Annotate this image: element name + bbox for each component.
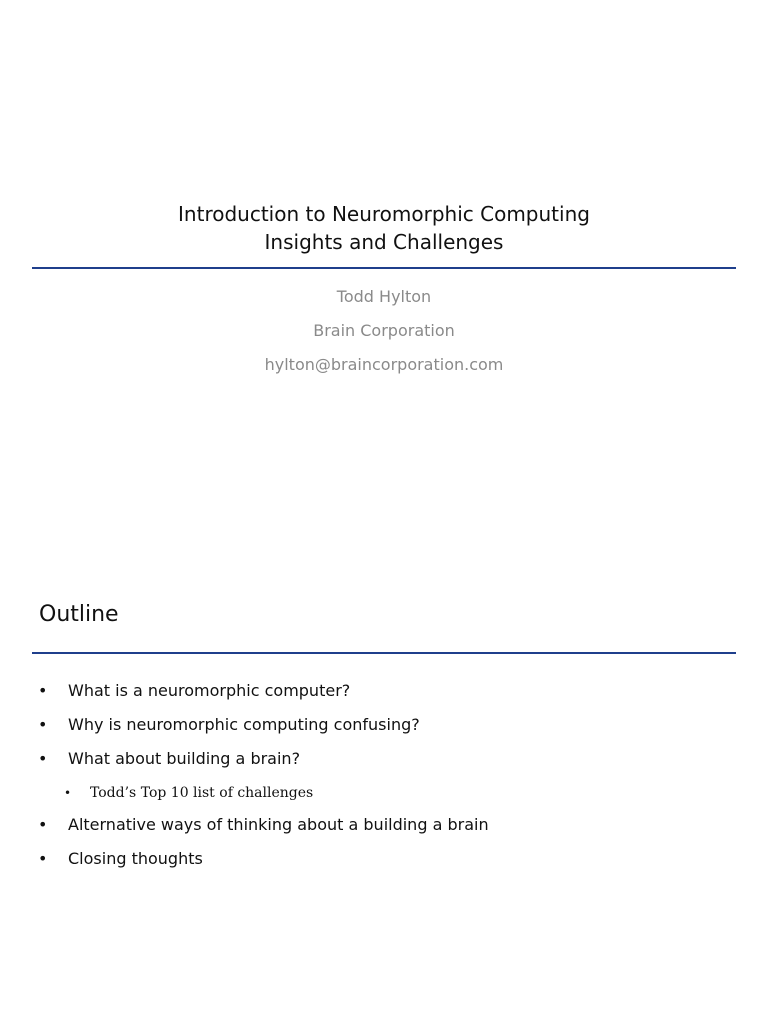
author-name: Todd Hylton (336, 287, 432, 306)
bullet-icon: • (64, 786, 72, 800)
outline-item (38, 746, 738, 780)
outline-item-text: Closing thoughts (68, 849, 203, 868)
outline-item-text: Alternative ways of thinking about a building a brain (68, 815, 489, 834)
outline-heading: Outline (39, 602, 119, 627)
bullet-icon: • (38, 681, 48, 700)
outline-slide (0, 512, 768, 1024)
outline-item-text: Why is neuromorphic computing confusing? (68, 715, 420, 734)
author-info (0, 286, 768, 388)
bullet-icon: • (38, 715, 48, 734)
title-line-2: Insights and Challenges (264, 230, 504, 254)
bullet-icon: • (38, 849, 48, 868)
outline-subitem (38, 780, 738, 812)
outline-item (38, 812, 738, 846)
outline-list (38, 678, 738, 880)
outline-item (38, 846, 738, 880)
outline-subitem-text: Todd’s Top 10 list of challenges (90, 785, 314, 801)
outline-item (38, 712, 738, 746)
title-divider (32, 267, 736, 269)
outline-item (38, 678, 738, 712)
outline-divider (32, 652, 736, 654)
outline-item-text: What is a neuromorphic computer? (68, 681, 351, 700)
slide-title (0, 200, 768, 256)
author-organization: Brain Corporation (313, 321, 455, 340)
bullet-icon: • (38, 749, 48, 768)
bullet-icon: • (38, 815, 48, 834)
title-line-1: Introduction to Neuromorphic Computing (178, 202, 590, 226)
author-email: hylton@braincorporation.com (264, 355, 504, 374)
outline-item-text: What about building a brain? (68, 749, 301, 768)
